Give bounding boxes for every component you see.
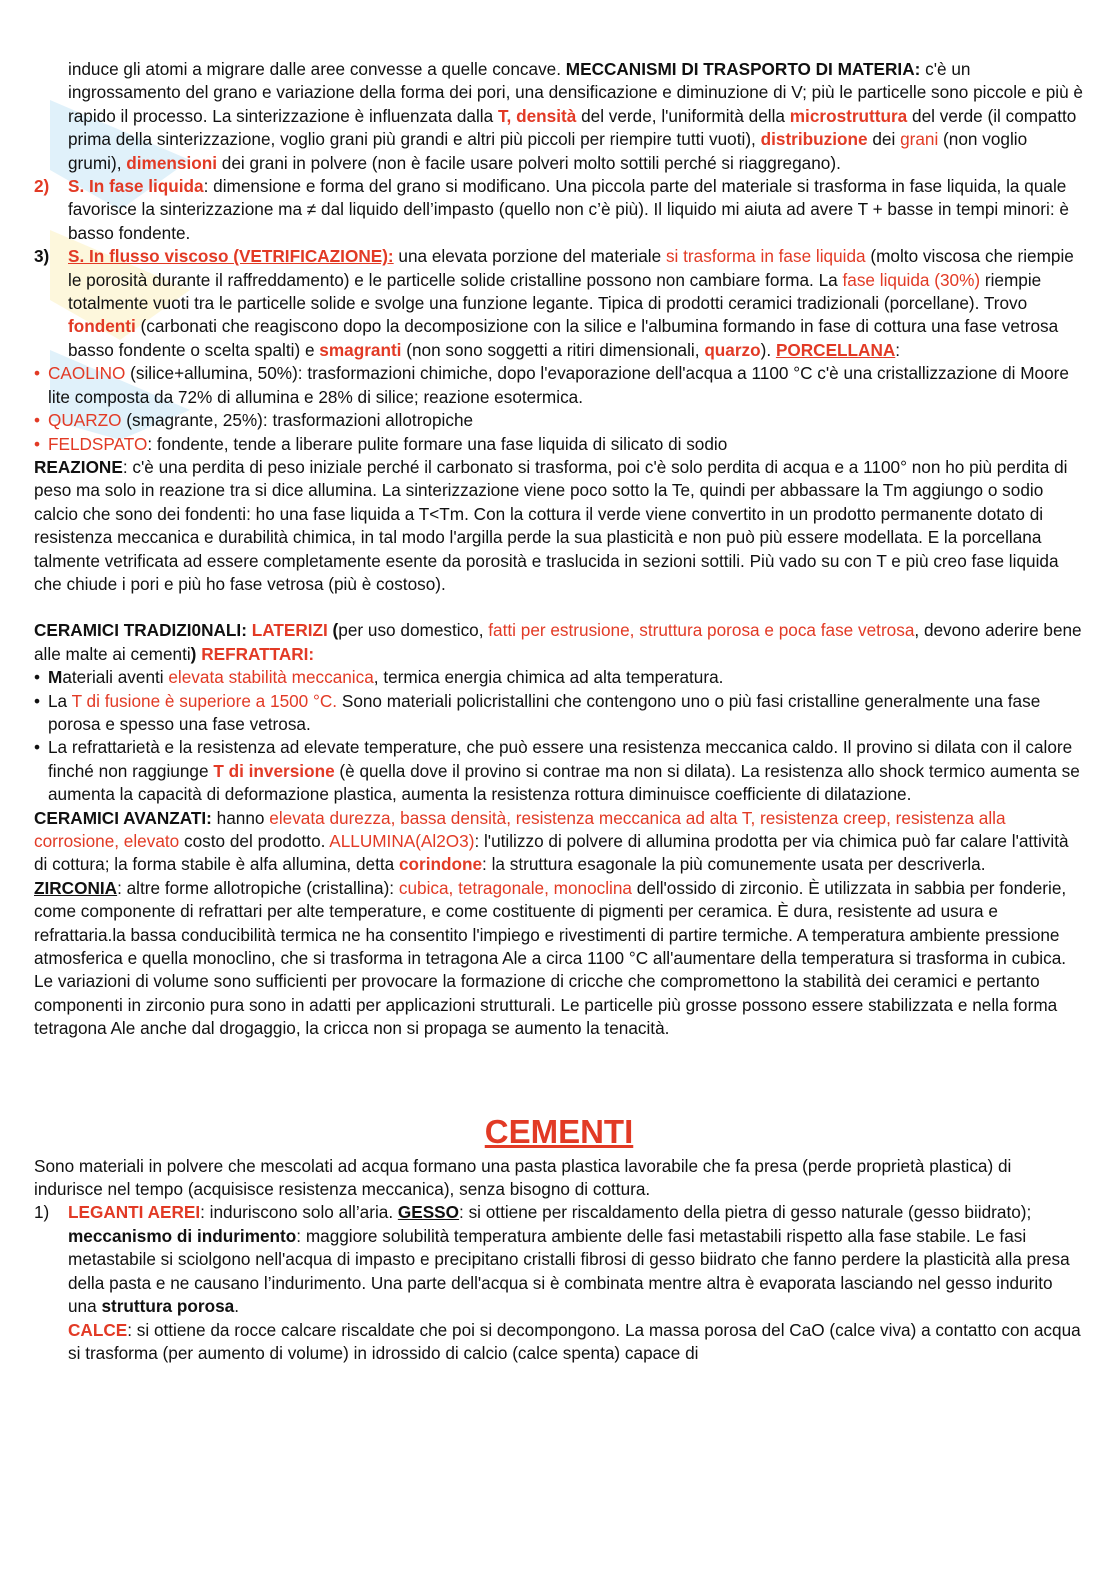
paragraph-zirconia (34, 877, 1084, 1041)
paragraph-tradizionali (34, 619, 1084, 666)
text-run: : (895, 339, 901, 360)
keyword-densita: densità (516, 105, 577, 126)
text-run: : dimensione e forma del grano si modificano. Una piccola parte del materiale si trasforma in fase liquida, la quale favorisce la sinterizzazione ma ≠ dal liquido dell’impasto (quello non c’è più). Il liquido mi aiuta ad avere T + basse in tempi minori: è basso fondente. (68, 176, 1069, 243)
bullet-icon: • (34, 363, 41, 384)
keyword-t: T (497, 105, 507, 126)
keyword-inversione: T di inversione (213, 760, 335, 781)
paragraph-calce (34, 1319, 1084, 1366)
text-run: induce gli atomi a migrare dalle aree convesse a quelle concave. (68, 59, 566, 79)
text-run: (molto viscosa che riempie le porosità durante il raffreddamento) e le particelle solide cristalline possono non cambiare forma. La (68, 246, 1074, 290)
list-number: 2) (34, 176, 50, 197)
bullet-quarzo (34, 409, 1084, 432)
keyword-calce: CALCE (68, 1319, 128, 1340)
keyword-refrattari: REFRATTARI: (201, 643, 315, 664)
list-item-3 (34, 245, 1084, 362)
bullet-icon: • (34, 737, 41, 758)
text-run: : l'utilizzo di polvere di allumina prodotta per via chimica può far calare l'attività di cottura; la forma stabile è alfa allumina, detta (34, 831, 1069, 875)
keyword-struttura-porosa: struttura porosa (101, 1296, 235, 1317)
list-item-leganti (34, 1201, 1084, 1318)
keyword-laterizi: LATERIZI (251, 620, 328, 641)
text-run: ). (760, 339, 776, 360)
bullet-icon: • (34, 410, 41, 431)
keyword-corindone: corindone (398, 854, 483, 875)
heading-zirconia: ZIRCONIA (34, 877, 118, 898)
bullet-icon: • (34, 667, 41, 688)
heading-reazione: REAZIONE (34, 456, 123, 477)
keyword-microstruttura: microstruttura (789, 105, 908, 126)
text-run: , (506, 105, 517, 126)
heading-vetrificazione: S. In flusso viscoso (VETRIFICAZIONE): (68, 246, 394, 267)
keyword-quarzo: QUARZO (48, 410, 122, 431)
text-run: del verde (il compatto prima della sinterizzazione, voglio grani più grandi e altri più piccoli per riempire tutti vuoti), (68, 105, 1077, 150)
text-run: dei (867, 129, 901, 150)
text-run: riempie totalmente vuoti tra le particelle solide e svolge una funzione legante. Tipica di prodotti ceramici tradizionali (porcellane). Trovo (68, 269, 1042, 314)
heading-meccanismi: MECCANISMI DI TRASPORTO DI MATERIA: (565, 59, 921, 79)
text-run: La (48, 690, 72, 711)
keyword-proprieta: elevata durezza, bassa densità, resistenza meccanica ad alta T, resistenza creep, resistenza alla corrosione, elevato (34, 807, 1006, 851)
text-run: : fondente, tende a liberare pulite formare una fase liquida di silicato di sodio (147, 433, 728, 454)
text-run: : altre forme allotropiche (cristallina): (117, 877, 399, 898)
text-run: : si ottiene da rocce calcare riscaldate che poi si decompongono. La massa porosa del CaO (calce viva) a contatto con acqua si trasforma (per aumento di volume) in idrossido di calcio (calce spenta) capace di (68, 1319, 1081, 1363)
keyword-allumina: ALLUMINA(Al2O3) (329, 831, 475, 851)
keyword-forme: cubica, tetragonale, monoclina (398, 877, 632, 898)
text-run: : si ottiene per riscaldamento della pietra di gesso naturale (gesso biidrato); (459, 1202, 1032, 1223)
text-run: (smagrante, 25%): trasformazioni allotropiche (121, 410, 474, 431)
text-run: (non sono soggetti a ritiri dimensionali, (401, 339, 705, 360)
keyword-smagranti: smagranti (319, 339, 402, 360)
paragraph-avanzati (34, 807, 1084, 877)
keyword-leganti-aerei: LEGANTI AEREI (68, 1202, 201, 1223)
document-body (34, 58, 1084, 1365)
keyword-stabilita: elevata stabilità meccanica (168, 667, 374, 688)
list-number: 1) (34, 1202, 50, 1223)
text-run: per uso domestico, (338, 620, 489, 641)
keyword-porcellana: PORCELLANA (775, 339, 896, 360)
keyword-fase-liquida: si trasforma in fase liquida (665, 246, 866, 267)
text-run: c'è un ingrossamento del grano e variazione della forma dei pori, una densificazione e diminuzione di V; più le particelle sono piccole e più è rapido il processo. La sinterizzazione è influenzata dalla (68, 59, 1083, 126)
text-run: costo del prodotto. (179, 831, 330, 851)
paragraph-reazione (34, 456, 1084, 596)
keyword-fusione: T di fusione è superiore a 1500 °C. (71, 690, 338, 711)
paragraph-cementi-intro: Sono materiali in polvere che mescolati ad acqua formano una pasta plastica lavorabile che fa presa (perde proprietà plastica) di indurisce nel tempo (acquisisce resistenza meccanica), senza bisogno di cottura. (34, 1155, 1012, 1200)
text-run: M (48, 667, 63, 688)
text-run: , termica energia chimica ad alta temperatura. (373, 667, 724, 688)
keyword-fase-liquida-30: fase liquida (30%) (842, 269, 981, 290)
text-run: dei grani in polvere (non è facile usare polveri molto sottili perché si riaggregano). (217, 152, 841, 173)
text-run: (silice+allumina, 50%): trasformazioni chimiche, dopo l'evaporazione dell'acqua a 1100 °C c'è una cristallizzazione di Moore lite composta da 72% di allumina e 28% di silice; reazione esotermica. (48, 363, 1069, 407)
text-run: (carbonati che reagiscono dopo la decomposizione con la silice e l'albumina formando in fase di cottura una fase vetrosa basso fondente o scelta spalti) e (68, 316, 1059, 360)
text-run: ( (327, 620, 339, 641)
keyword-dimensioni: dimensioni (126, 152, 217, 173)
text-run: hanno (211, 807, 270, 828)
text-run: ) (190, 643, 197, 664)
keyword-grani: grani (900, 129, 939, 150)
section-title-cementi: CEMENTI (484, 1112, 634, 1150)
text-run: . (234, 1296, 239, 1317)
keyword-fondenti: fondenti (68, 316, 136, 337)
list-item-2 (34, 175, 1084, 245)
bullet-icon: • (34, 433, 41, 454)
bullet-fusione (34, 690, 1084, 737)
paragraph-sintering (34, 58, 1084, 175)
keyword-distribuzione: distribuzione (760, 129, 868, 150)
text-run: del verde, l'uniformità della (576, 105, 790, 126)
keyword-quarzo: quarzo (704, 339, 761, 360)
text-run: dell'ossido di zirconio. È utilizzata in sabbia per fonderie, come componente di refrattari per alte temperature, e come costituente di pigmenti per ceramica. È dura, resistente ad usura e refrattaria.la bassa conducibilità termica ne ha consentito l'impiego e rivestimenti di partire termiche. A temperatura ambiente pressione atmosferica e quella monoclino, che si trasforma in tetragona Ale a circa 1100 °C all'aumentare della temperatura si trasforma in cubica. Le variazioni di volume sono sufficienti per provocare la formazione di cricche che compromettono la stabilità dei ceramici e pertanto componenti in zirconio pura sono in adatti per applicazioni strutturali. Le particelle più grosse possono essere stabilizzata e nella forma tetragona Ale anche dal drogaggio, la cricca non si propaga se aumento la tenacità. (34, 877, 1067, 1039)
heading-tradizionali: CERAMICI TRADIZI0NALI: (34, 620, 247, 641)
keyword-feldspato: FELDSPATO (48, 433, 148, 454)
bullet-icon: • (34, 690, 41, 711)
spacer (34, 596, 1084, 619)
text-run: La refrattarietà e la resistenza ad elevate temperature, che può essere una resistenza meccanica caldo. Il provino si dilata con il calore finché non raggiunge (48, 737, 1073, 781)
bullet-refrattarieta (34, 736, 1084, 806)
text-run: : induriscono solo all’aria. (200, 1202, 398, 1223)
keyword-estrusione: fatti per estrusione, struttura porosa e poca fase vetrosa (488, 620, 915, 641)
bullet-stabilita (34, 666, 1084, 689)
spacer (34, 1041, 1084, 1111)
keyword-indurimento: meccanismo di indurimento (68, 1225, 297, 1246)
heading-fase-liquida: S. In fase liquida (68, 176, 204, 197)
bullet-feldspato (34, 433, 1084, 456)
text-run: : maggiore solubilità temperatura ambiente delle fasi metastabili rispetto alla fase stabile. Le fasi metastabile si sciolgono nell'acqua di impasto e precipitano cristalli fibrosi di gesso biidrato che fanno perdere la plasticità alla presa della pasta e ne causano l’indurimento. Una parte dell'acqua si è combinata mentre altra è evaporata lasciando nel gesso indurito una (68, 1225, 1070, 1317)
text-run: (è quella dove il provino si contrae ma non si dilata). La resistenza allo shock termico aumenta se aumenta la capacità di deformazione plastica, aumenta la resistenza rottura diminuisce coefficiente di dilatazione. (48, 760, 1080, 805)
text-run: (non voglio grumi), (68, 129, 1028, 173)
text-run: : la struttura esagonale la più comunemente usata per descriverla. (482, 854, 986, 875)
bullet-caolino (34, 362, 1084, 409)
list-number: 3) (34, 246, 50, 267)
keyword-gesso: GESSO (397, 1202, 460, 1223)
text-run: : c'è una perdita di peso iniziale perché il carbonato si trasforma, poi c'è solo perdita di acqua e a 1100° non ho più perdita di peso ma solo in reazione tra si dice allumina. La sinterizzazione viene poco sotto la Te, quindi per abbassare la Tm aggiungo o sodio calcio che sono dei fondenti: ho una fase liquida a T<Tm. Con la cottura il verde viene convertito in un prodotto permanente dotato di resistenza meccanica e durabilità chimica, in tal modo l'argilla perde la sua plasticità e non può più essere modellata. E la porcellana talmente vetrificata ad essere completamente esente da porosità e traslucida in sezioni sottili. Più vado su con T e più creo fase liquida che chiude i pori e più ho fase vetrosa (più è costoso). (34, 456, 1068, 594)
text-run: Sono materiali policristallini che contengono uno o più fasi cristalline generalmente una fase porosa e spesso una fase vetrosa. (48, 690, 1041, 734)
text-run: ateriali aventi (62, 667, 169, 688)
keyword-caolino: CAOLINO (48, 363, 126, 384)
text-run: una elevata porzione del materiale (393, 246, 666, 267)
text-run: , devono aderire bene alle malte ai cementi (34, 620, 1082, 664)
heading-avanzati: CERAMICI AVANZATI: (34, 807, 212, 828)
